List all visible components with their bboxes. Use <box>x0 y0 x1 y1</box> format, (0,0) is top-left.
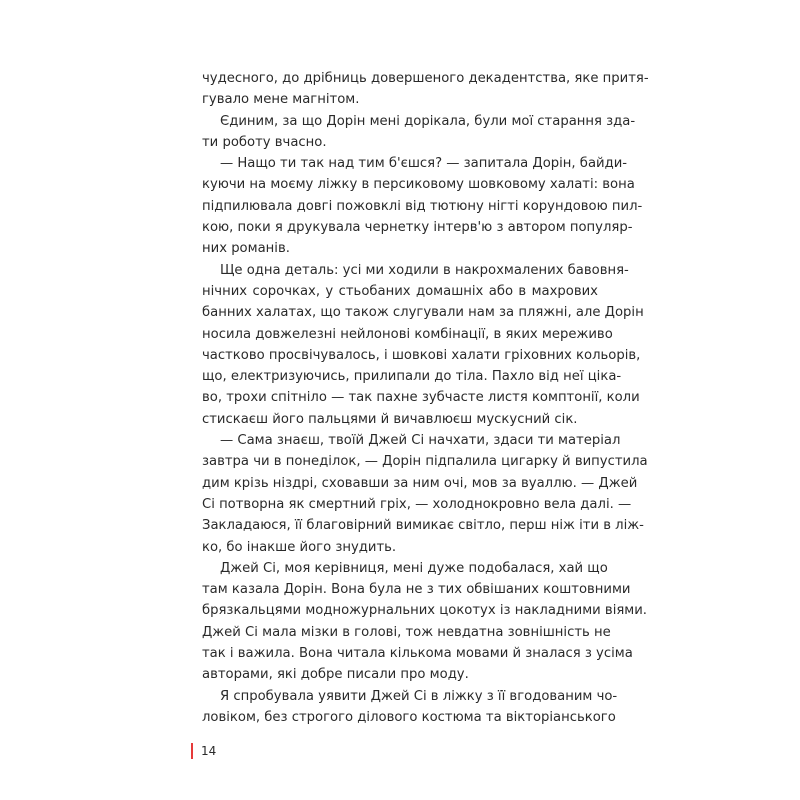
accent-bar <box>191 743 193 759</box>
text-line: куючи на моєму ліжку в персиковому шовковому халаті: вона <box>202 177 635 193</box>
text-line: дим крізь ніздрі, сховавши за ним очі, мов за вуаллю. — Джей <box>202 475 638 491</box>
body-text <box>202 68 649 728</box>
text-line: Єдиним, за що Дорін мені дорікала, були мої старання зда- <box>220 113 636 129</box>
text-line: ко, бо інакше його знудить. <box>202 539 397 555</box>
text-line: носила довжелезні нейлонові комбінації, в яких мереживо <box>202 326 613 342</box>
text-line: так і важила. Вона читала кількома мовами й зналася з усіма <box>202 646 633 662</box>
text-line: во, трохи спітніло — так пахне зубчасте листя комптонії, коли <box>202 390 640 406</box>
text-line: підпилювала довгі пожовклі від тютюну нігті корундовою пил- <box>202 198 643 214</box>
text-line: Джей Сі, моя керівниця, мені дуже подобалася, хай що <box>220 560 608 576</box>
text-line: завтра чи в понеділок, — Дорін підпалила цигарку й випустила <box>202 454 648 470</box>
text-line: Закладаюся, її благовірний вимикає світло, перш ніж іти в ліж- <box>202 518 644 534</box>
page-number: 14 <box>201 744 217 758</box>
text-line: них романів. <box>202 241 290 257</box>
text-line: — Нащо ти так над тим б'єшся? — запитала Дорін, байди- <box>220 156 628 172</box>
text-line: ти роботу вчасно. <box>202 134 327 150</box>
text-line: ловіком, без строгого ділового костюма та вікторіанського <box>202 709 616 725</box>
text-line: банних халатах, що також слугували нам за пляжні, але Дорін <box>202 305 644 321</box>
text-line: що, електризуючись, прилипали до тіла. Пахло від неї ціка- <box>202 369 622 385</box>
text-line: частково просвічувалось, і шовкові халати гріховних кольорів, <box>202 347 641 363</box>
text-line: Ще одна деталь: усі ми ходили в накрохмалених бавовня- <box>220 262 629 278</box>
text-line: чудесного, до дрібниць довершеного декадентства, яке притя- <box>202 71 649 86</box>
text-line: нічних сорочках, у стьобаних домашніх або в махрових <box>202 283 598 299</box>
text-line: там казала Дорін. Вона була не з тих обвішаних коштовними <box>202 582 631 598</box>
text-line: брязкальцями модножурнальних цокотух із накладними віями. <box>202 603 648 619</box>
page-footer <box>191 741 216 761</box>
text-line: кою, поки я друкувала чернетку інтерв'ю з автором популяр- <box>202 220 633 236</box>
text-line: стискаєш його пальцями й вичавлюєш мускусний сік. <box>202 411 578 427</box>
text-line: Джей Сі мала мізки в голові, тож невдатна зовнішність не <box>202 624 611 640</box>
text-line: гувало мене магнітом. <box>202 92 360 108</box>
text-line: Сі потворна як смертний гріх, — холоднокровно вела далі. — <box>202 496 632 512</box>
text-line: авторами, які добре писали про моду. <box>202 667 469 683</box>
text-line: — Сама знаєш, твоїй Джей Сі начхати, здаси ти матеріал <box>220 433 621 449</box>
text-line: Я спробувала уявити Джей Сі в ліжку з її вгодованим чо- <box>220 688 618 704</box>
